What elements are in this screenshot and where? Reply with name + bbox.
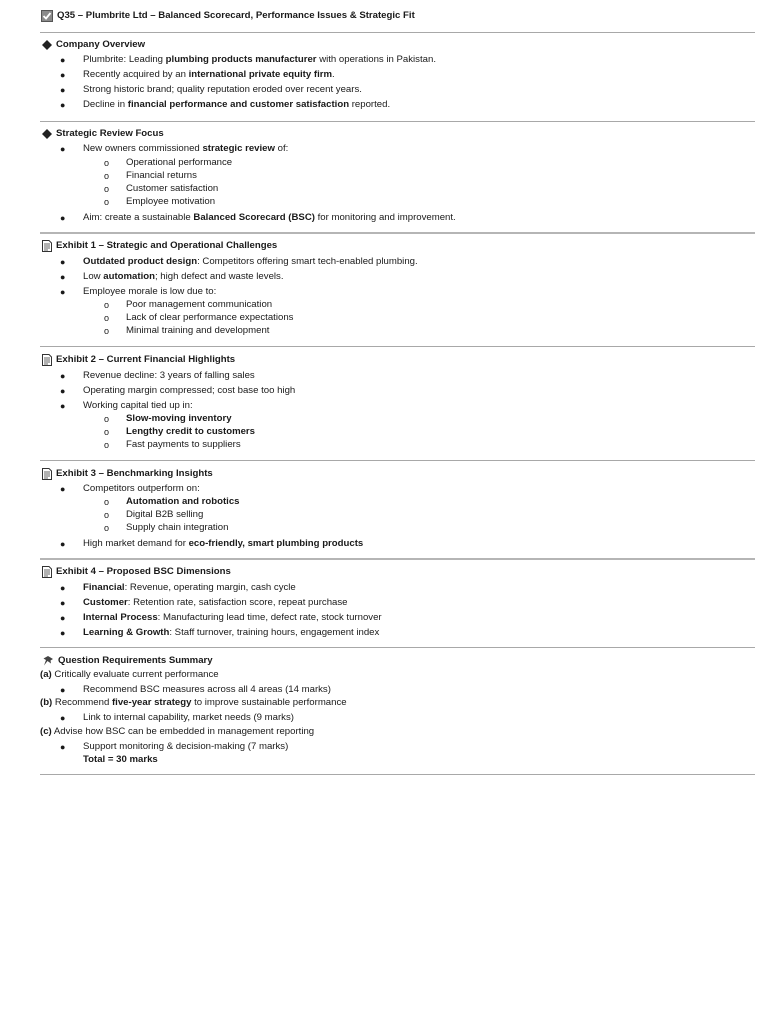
document-icon [41,468,53,480]
document-page: Q35 – Plumbrite Ltd – Balanced Scorecard, Performance Issues & Strategic Fit Company Overview ● Plumbrite: Leading plumbing products manufacturer with operations in Pakistan. ● Recently acquired by an international private equity firm. ● Strong historic brand; quality reputation eroded over recent years. ● Decline in financial performance and customer satisfaction reported. Strategic Review Focus ● New owners commissioned strategic review of: o Operational performance o Financial returns o Customer satisfaction o Employee motivation ● Aim: create a sustainable Balanced Scorecard (BSC) for monitoring and improvement. Exhibit 1 – Strategic and Operational Challenges ● Outdated product design: Competitors offering smart tech-enabled plumbing. ● Low automation; high defect and waste levels. ● Employee morale is low due to: o Poor management communication o Lack of clear performance expectations o Minimal training and development Exhibit 2 – Current Financial Highlights ● Revenue decline: 3 years of falling sales ● Operating margin compressed; cost base too high ● Working capital tied up in: o Slow-moving inventory o Lengthy credit to customers o Fast payments to suppliers Exhibit 3 – Benchmarking Insights ● Competitors outperform on: o Automation and robotics o Digital B2B selling o Supply chain integration ● High market demand for eco-friendly, smart plumbing products Exhibit 4 – Proposed BSC Dimensions ● Financial: Revenue, operating margin, cash cycle ● Customer: Retention rate, satisfaction score, repeat purchase ● Internal Process: Manufacturing lead time, defect rate, stock turnover ● Learning & Growth: Staff turnover, training hours, engagement index Question Requirements Summary (a) Critically evaluate current performance ● Recommend BSC measures across all 4 areas (14 marks) (b) Recommend five-year strategy to improve sustainable performance ● Link to internal capability, market needs (9 marks) (c) Advise how BSC can be embedded in management reporting ● Support monitoring & decision-making (7 marks) Total = 30 marks [0,0,768,1024]
divider [40,121,755,122]
document-icon [41,566,53,578]
document-icon [41,354,53,366]
check-box-icon [41,10,53,22]
divider [40,774,755,775]
divider [40,647,755,648]
divider [40,460,755,461]
document-icon [41,240,53,252]
section-heading: Exhibit 1 – Strategic and Operational Challenges [56,240,278,251]
diamond-icon [41,39,53,51]
page-title: Q35 – Plumbrite Ltd – Balanced Scorecard, Performance Issues & Strategic Fit [57,10,415,21]
pushpin-icon [41,655,53,667]
section-heading: Exhibit 3 – Benchmarking Insights [56,468,213,479]
diamond-icon [41,128,53,140]
section-heading: Exhibit 2 – Current Financial Highlights [56,354,236,365]
section-heading: Strategic Review Focus [56,128,164,139]
section-heading: Exhibit 4 – Proposed BSC Dimensions [56,566,231,577]
divider [40,32,755,33]
section-heading: Question Requirements Summary [58,655,213,666]
divider [40,346,755,347]
divider [40,558,755,560]
divider [40,232,755,234]
section-heading: Company Overview [56,39,146,50]
